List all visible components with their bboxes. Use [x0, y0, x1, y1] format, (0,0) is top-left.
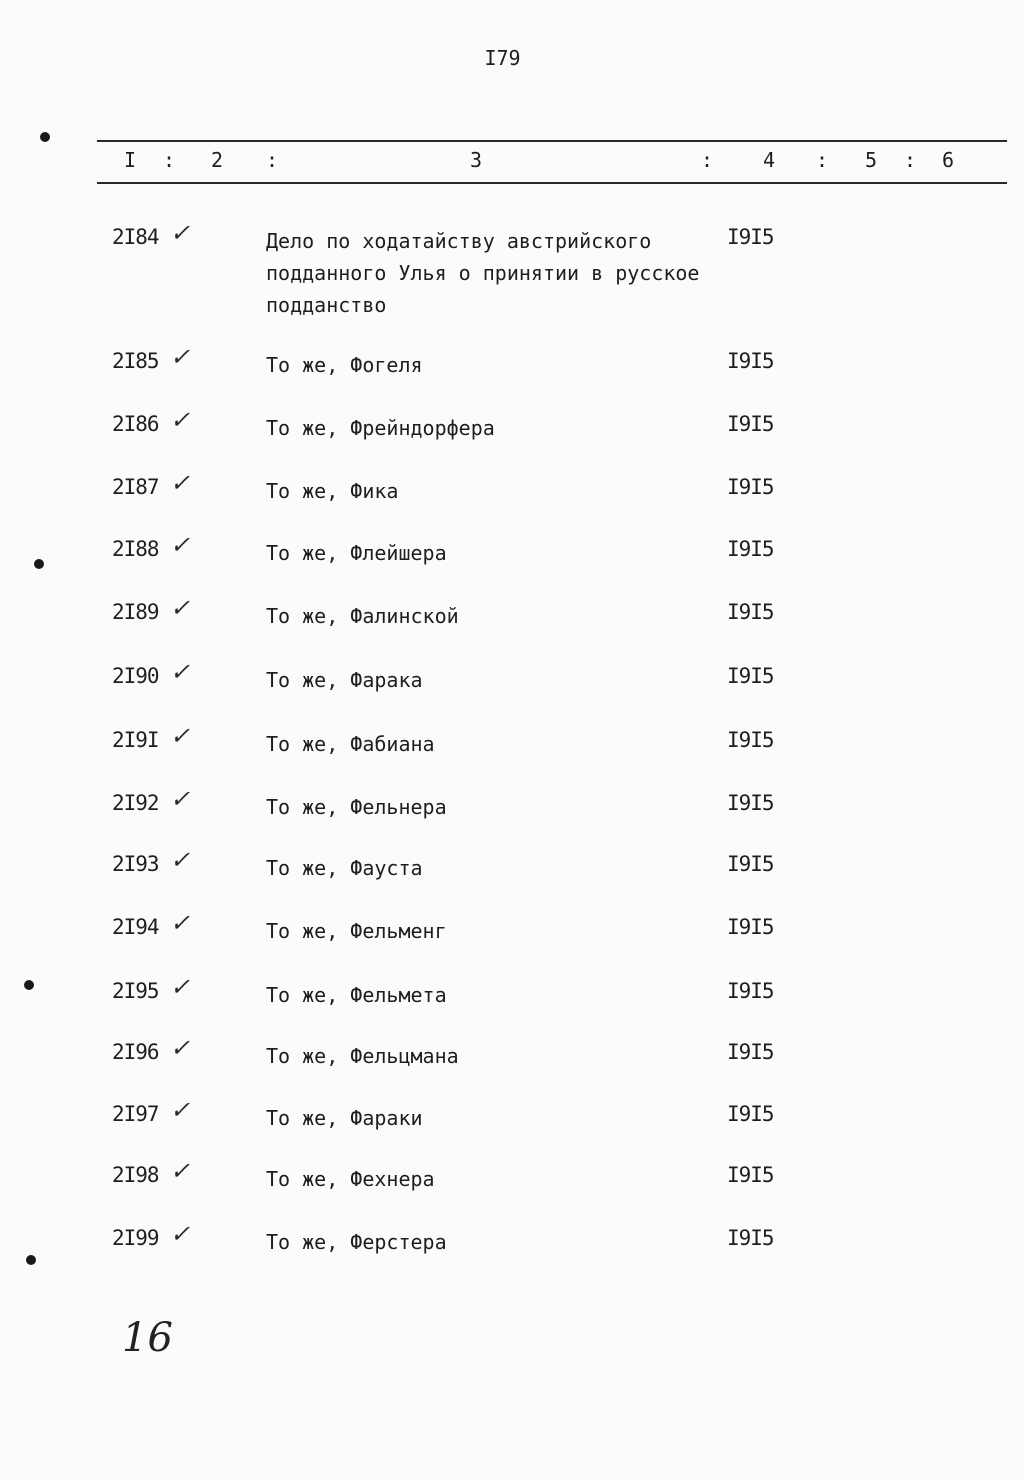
column-header-5: 5 [865, 148, 878, 172]
check-mark-icon: ✓ [170, 909, 191, 937]
binder-hole-mark [24, 980, 34, 990]
case-number: 2I99 [112, 1226, 159, 1250]
case-number: 2I96 [112, 1040, 159, 1064]
page-number: I79 [484, 46, 521, 70]
case-year: I9I5 [727, 664, 774, 688]
case-description: То же, Фараки [266, 1106, 423, 1130]
check-mark-icon: ✓ [170, 846, 191, 874]
case-year: I9I5 [727, 852, 774, 876]
case-description: То же, Фауста [266, 856, 423, 880]
binder-hole-mark [40, 132, 50, 142]
case-number: 2I92 [112, 791, 159, 815]
check-mark-icon: ✓ [170, 1034, 191, 1062]
case-number: 2I86 [112, 412, 159, 436]
case-description: То же, Флейшера [266, 541, 447, 565]
case-description: То же, Фалинской [266, 604, 459, 628]
check-mark-icon: ✓ [170, 658, 191, 686]
case-description: То же, Фарака [266, 668, 423, 692]
column-header-1: I [124, 148, 137, 172]
handwritten-note: 16 [122, 1315, 173, 1361]
case-year: I9I5 [727, 728, 774, 752]
check-mark-icon: ✓ [170, 1096, 191, 1124]
case-description: То же, Ферстера [266, 1230, 447, 1254]
case-year: I9I5 [727, 1163, 774, 1187]
case-year: I9I5 [727, 979, 774, 1003]
case-year: I9I5 [727, 600, 774, 624]
case-number: 2I85 [112, 349, 159, 373]
case-year: I9I5 [727, 412, 774, 436]
case-year: I9I5 [727, 1102, 774, 1126]
binder-hole-mark [34, 559, 44, 569]
check-mark-icon: ✓ [170, 973, 191, 1001]
case-number: 2I97 [112, 1102, 159, 1126]
check-mark-icon: ✓ [170, 406, 191, 434]
column-separator: : [701, 148, 714, 172]
case-description: То же, Фабиана [266, 732, 435, 756]
column-separator: : [266, 148, 279, 172]
case-number: 2I98 [112, 1163, 159, 1187]
case-description: Дело по ходатайству австрийского подданного Улья о принятии в русское подданство [266, 229, 700, 317]
column-separator: : [904, 148, 917, 172]
case-number: 2I94 [112, 915, 159, 939]
column-separator: : [816, 148, 829, 172]
check-mark-icon: ✓ [170, 343, 191, 371]
column-header-6: 6 [942, 148, 955, 172]
case-number: 2I93 [112, 852, 159, 876]
case-description: То же, Фика [266, 479, 399, 503]
case-year: I9I5 [727, 349, 774, 373]
case-year: I9I5 [727, 475, 774, 499]
case-description: То же, Фельнера [266, 795, 447, 819]
case-description: То же, Фехнера [266, 1167, 435, 1191]
header-bottom-rule [97, 182, 1007, 184]
column-header-3: 3 [470, 148, 483, 172]
case-description: То же, Фельцмана [266, 1044, 459, 1068]
case-year: I9I5 [727, 915, 774, 939]
check-mark-icon: ✓ [170, 594, 191, 622]
case-description: То же, Фогеля [266, 353, 423, 377]
case-description: То же, Фрейндорфера [266, 416, 495, 440]
case-year: I9I5 [727, 1226, 774, 1250]
column-header-2: 2 [211, 148, 224, 172]
case-description: То же, Фельменг [266, 919, 447, 943]
check-mark-icon: ✓ [170, 722, 191, 750]
check-mark-icon: ✓ [170, 219, 191, 247]
check-mark-icon: ✓ [170, 785, 191, 813]
case-number: 2I95 [112, 979, 159, 1003]
case-number: 2I9I [112, 728, 159, 752]
case-number: 2I89 [112, 600, 159, 624]
header-top-rule [97, 140, 1007, 142]
case-number: 2I88 [112, 537, 159, 561]
case-year: I9I5 [727, 537, 774, 561]
case-year: I9I5 [727, 225, 774, 249]
check-mark-icon: ✓ [170, 531, 191, 559]
case-description: То же, Фельмета [266, 983, 447, 1007]
check-mark-icon: ✓ [170, 1220, 191, 1248]
case-number: 2I84 [112, 225, 159, 249]
check-mark-icon: ✓ [170, 469, 191, 497]
binder-hole-mark [26, 1255, 36, 1265]
case-number: 2I87 [112, 475, 159, 499]
case-year: I9I5 [727, 1040, 774, 1064]
case-year: I9I5 [727, 791, 774, 815]
check-mark-icon: ✓ [170, 1157, 191, 1185]
column-header-4: 4 [763, 148, 776, 172]
case-number: 2I90 [112, 664, 159, 688]
column-separator: : [163, 148, 176, 172]
